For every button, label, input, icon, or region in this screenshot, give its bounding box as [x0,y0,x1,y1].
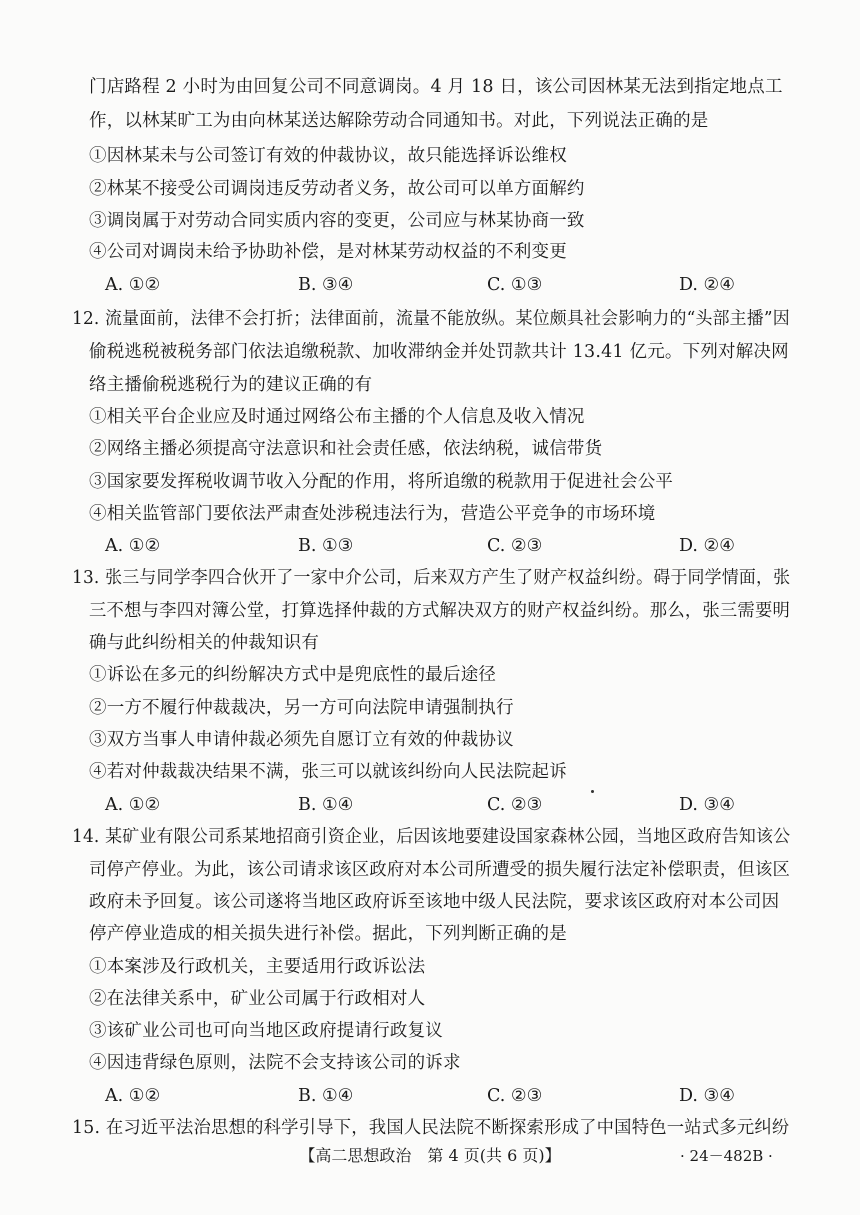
q14-choice-d: D. ③④ [679,1086,735,1106]
q14-choice-a: A. ①② [105,1086,161,1106]
q11-choice-d: D. ②④ [679,275,735,295]
q13-line-2: 三不想与李四对簿公堂，打算选择仲裁的方式解决双方的财产权益纠纷。那么，张三需要明 [89,601,790,621]
q13-choice-d: D. ③④ [679,795,735,815]
q12-statement-1: ①相关平台企业应及时通过网络公布主播的个人信息及收入情况 [89,407,585,427]
q15-line-1: 15. 在习近平法治思想的科学引导下，我国人民法院不断探索形成了中国特色一站式多元纠纷 [72,1118,790,1138]
q14-choice-c: C. ②③ [487,1086,543,1106]
q14-line-3: 政府未予回复。该公司遂将当地区政府诉至该地中级人民法院，要求该区政府对本公司因 [89,892,780,912]
q13-statement-3: ③双方当事人申请仲裁必须先自愿订立有效的仲裁协议 [89,730,514,750]
q14-statement-4: ④因违背绿色原则，法院不会支持该公司的诉求 [89,1053,461,1073]
q14-statement-1: ①本案涉及行政机关，主要适用行政诉讼法 [89,957,426,977]
q13-statement-2: ②一方不履行仲裁裁决，另一方可向法院申请强制执行 [89,698,514,718]
q13-statement-1: ①诉讼在多元的纠纷解决方式中是兜底性的最后途径 [89,665,497,685]
q14-line-4: 停产停业造成的相关损失进行补偿。据此，下列判断正确的是 [89,924,567,944]
scan-speck [591,790,594,793]
q12-choice-d: D. ②④ [679,536,735,556]
q12-choice-c: C. ②③ [487,536,543,556]
exam-code: · 24－482B · [680,1147,773,1165]
q11-statement-4: ④公司对调岗未给予协助补偿，是对林某劳动权益的不利变更 [89,242,567,262]
q11-continuation-line-1: 门店路程 2 小时为由回复公司不同意调岗。4 月 18 日，该公司因林某无法到指定地点工 [89,77,783,97]
q12-choice-b: B. ①③ [298,536,354,556]
q13-choice-a: A. ①② [105,795,161,815]
page-footer: 【高二思想政治 第 4 页(共 6 页)】 [299,1146,561,1165]
q12-statement-4: ④相关监管部门要依法严肃查处涉税违法行为，营造公平竞争的市场环境 [89,504,656,524]
q11-statement-1: ①因林某未与公司签订有效的仲裁协议，故只能选择诉讼维权 [89,146,567,166]
q12-line-2: 偷税逃税被税务部门依法追缴税款、加收滞纳金并处罚款共计 13.41 亿元。下列对解决网 [89,342,789,362]
q12-choice-a: A. ①② [105,536,161,556]
q14-choice-b: B. ①④ [298,1086,354,1106]
q12-statement-3: ③国家要发挥税收调节收入分配的作用，将所追缴的税款用于促进社会公平 [89,472,674,492]
q13-line-3: 确与此纠纷相关的仲裁知识有 [89,633,320,653]
q11-continuation-line-2: 作，以林某旷工为由向林某送达解除劳动合同通知书。对此，下列说法正确的是 [89,111,709,131]
q11-statement-3: ③调岗属于对劳动合同实质内容的变更，公司应与林某协商一致 [89,211,585,231]
q12-statement-2: ②网络主播必须提高守法意识和社会责任感，依法纳税，诚信带货 [89,439,603,459]
q13-statement-4: ④若对仲裁裁决结果不满，张三可以就该纠纷向人民法院起诉 [89,762,567,782]
q13-choice-c: C. ②③ [487,795,543,815]
q14-line-2: 司停产停业。为此，该公司请求该区政府对本公司所遭受的损失履行法定补偿职责，但该区 [89,860,790,880]
q12-line-1: 12. 流量面前，法律不会打折；法律面前，流量不能放纵。某位颇具社会影响力的“头部主播”因 [72,309,790,329]
q13-choice-b: B. ①④ [298,795,354,815]
q13-line-1: 13. 张三与同学李四合伙开了一家中介公司，后来双方产生了财产权益纠纷。碍于同学情面，张 [72,568,791,588]
q12-line-3: 络主播偷税逃税行为的建议正确的有 [89,375,373,395]
q14-statement-2: ②在法律关系中，矿业公司属于行政相对人 [89,989,426,1009]
q14-line-1: 14. 某矿业有限公司系某地招商引资企业，后因该地要建设国家森林公园，当地区政府告知该公 [72,827,791,847]
q11-choice-b: B. ③④ [298,275,354,295]
q14-statement-3: ③该矿业公司也可向当地区政府提请行政复议 [89,1021,443,1041]
q11-choice-a: A. ①② [105,275,161,295]
q11-choice-c: C. ①③ [487,275,543,295]
q11-statement-2: ②林某不接受公司调岗违反劳动者义务，故公司可以单方面解约 [89,179,585,199]
